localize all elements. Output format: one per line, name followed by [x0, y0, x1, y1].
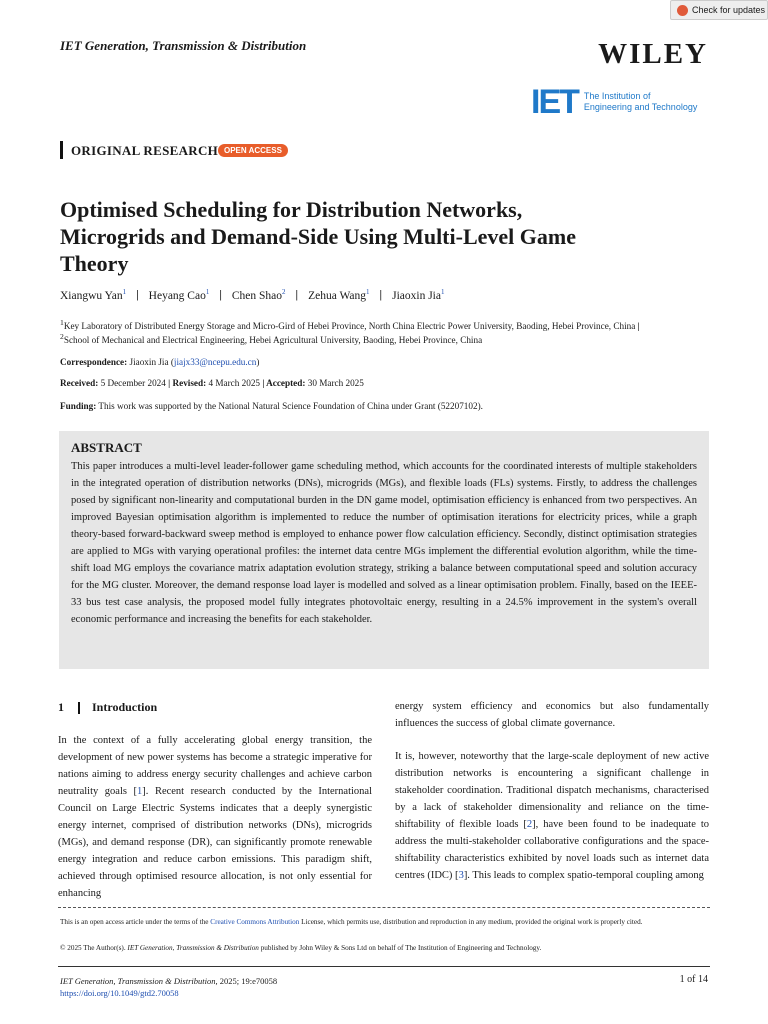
funding: Funding: This work was supported by the National Natural Science Foundation of China under Grant (52207102). [60, 401, 483, 411]
copyright-note: © 2025 The Author(s). IET Generation, Transmission & Distribution published by John Wiley & Sons Ltd on behalf of The Institution of Engineering and Technology. [60, 944, 542, 952]
citation-link[interactable]: 1 [137, 786, 143, 797]
iet-logo-text [584, 91, 697, 113]
article-title: Optimised Scheduling for Distribution Networks, Microgrids and Demand-Side Using Multi-Level Game Theory [60, 197, 576, 276]
author[interactable]: Xiangwu Yan$^1$ [60, 288, 127, 302]
author-list [60, 288, 444, 302]
citation-info: IET Generation, Transmission & Distribution, 2025; 19:e70058 https://doi.org/10.1049/gtd2.70058 [60, 976, 278, 998]
email-link[interactable]: jiajx33@ncepu.edu.cn [173, 357, 257, 367]
iet-logo [531, 83, 698, 121]
body-column-left: In the context of a fully accelerating global energy transition, the development of new power systems has become a strategic imperative for nations aiming to address energy security challenges and achieve carbon neutrality goals [1]. Recent research conducted by the International Council on Large Electric Systems indicates that a deeply synergistic energy internet, comprised of distribution networks (DNs), microgrids (MGs), and demand response (DR), can significantly promote renewable energy integration and reduce carbon emissions. This paradigm shift, achieved through optimised resource allocation, is not only essential for enhancing [58, 735, 372, 899]
check-for-updates-button[interactable] [670, 0, 768, 20]
footer-divider [58, 907, 710, 908]
author[interactable]: Heyang Cao$^1$ [148, 288, 210, 302]
correspondence: Correspondence: Jiaoxin Jia (jiajx33@ncepu.edu.cn) [60, 357, 260, 367]
author[interactable]: Jiaoxin Jia$^1$ [392, 288, 445, 302]
iet-name-line-1: The Institution of [583, 91, 651, 101]
abstract-heading: ABSTRACT [71, 440, 142, 455]
heading-bar [78, 702, 80, 714]
affiliation-2: $^2$School of Mechanical and Electrical Engineering, Hebei Agricultural University, Baoding, Hebei Province, China [60, 332, 483, 346]
page-number: 1 of 14 [679, 974, 708, 985]
affiliation-1: $^1$Key Laboratory of Distributed Energy Storage and Micro-Gird of Hebei Province, North China Electric Power University, Baoding, Hebei Province, China | [60, 318, 640, 332]
check-updates-label: Check for updates [692, 5, 766, 15]
section-title: Introduction [92, 700, 158, 714]
article-type: ORIGINAL RESEARCH [71, 143, 219, 158]
abstract-box [59, 431, 709, 669]
citation-link[interactable]: 2 [526, 819, 533, 830]
paragraph: It is, however, noteworthy that the large-scale deployment of new active distribution networks is encountering a significant challenge in stakeholder coordination. Traditional dispatch mechanisms, characterised by a lack of stakeholder dimensionality and reliance on the time-shiftability of flexible loads [2], have been found to be inadequate to address the multi-stakeholder collaborative configurations and the space-shiftability characteristics exhibited by novel loads such as internet data centres (IDC) [3]. This leads to complex spatio-temporal coupling among [395, 751, 709, 881]
license-note: This is an open access article under the terms of the Creative Commons Attribution License, which permits use, distribution and reproduction in any medium, provided the original work is properly cited. [60, 918, 643, 926]
page-footer-rule [58, 966, 710, 967]
author-separator: | [219, 288, 222, 301]
publisher-logo: WILEY [598, 38, 708, 70]
article-dates: Received: 5 December 2024 | Revised: 4 March 2025 | Accepted: 30 March 2025 [60, 378, 364, 388]
author[interactable]: Zehua Wang$^1$ [308, 288, 370, 302]
paragraph: energy system efficiency and economics but also fundamentally influences the success of global climate governance. [395, 701, 709, 729]
doi-link[interactable]: https://doi.org/10.1049/gtd2.70058 [60, 988, 179, 998]
abstract-text: This paper introduces a multi-level leader-follower game scheduling method, which accounts for the coordinated interests of multiple stakeholders in the integrated operation of distribution networks (DNs), microgrids (MGs), and flexible loads (FLs) systems. Firstly, to address the challenges posed by significant non-linearity and computational burden in the DN game model, optimisation efficiency is enhanced from two perspectives. An improved Bayesian optimisation algorithm is implemented to reduce the number of optimisation iterations for electricity prices, while a graph theory-based forward-backward sweep method is employed to enhance power flow calculation efficiency. Secondly, distinct optimisation strategies are applied to MGs with varying operational profiles: the internet data centre MGs implement the differential evolution algorithm, while the time-shift load MG employs the covariance matrix adaptation evolution strategy, striking a balance between computational speed and solution accuracy for the MG cluster. Moreover, the demand response load layer is modelled and solved as a linear optimisation problem. Finally, based on the IEEE-33 bus test case analysis, the proposed model fully integrates photovoltaic energy, resulting in a 24.5% improvement in the system's overall economic performance and increasing the benefits for each stakeholder. [71, 461, 697, 625]
open-access-badge: OPEN ACCESS [218, 144, 288, 157]
author[interactable]: Chen Shao$^2$ [231, 288, 286, 302]
crossmark-icon [677, 5, 688, 16]
journal-name: IET Generation, Transmission & Distribution [60, 38, 307, 53]
section-marker [60, 141, 63, 159]
body-column-right [395, 698, 709, 900]
author-separator: | [295, 288, 299, 301]
author-separator: | [379, 288, 383, 301]
section-heading-introduction [58, 700, 157, 715]
section-number: 1 [58, 700, 64, 714]
citation-link[interactable]: 3 [458, 870, 464, 881]
license-link[interactable]: Creative Commons Attribution [210, 918, 300, 926]
iet-name-line-2: Engineering and Technology [583, 102, 698, 112]
author-separator: | [136, 288, 139, 301]
iet-logo-mark: IET [531, 83, 578, 121]
